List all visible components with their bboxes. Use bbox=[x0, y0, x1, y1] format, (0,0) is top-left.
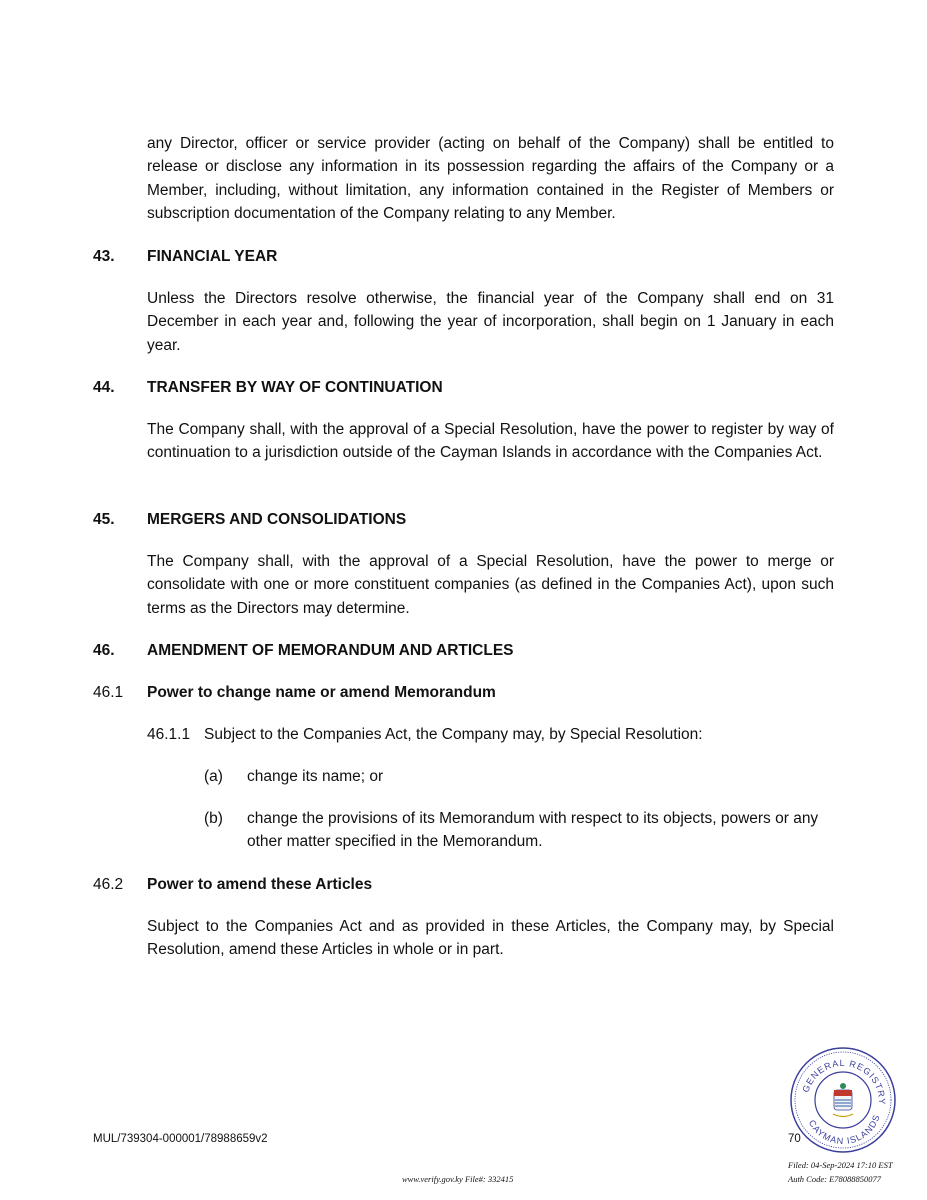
subsection-46-1-title: Power to change name or amend Memorandum bbox=[147, 684, 496, 701]
document-reference: MUL/739304-000001/78988659v2 bbox=[93, 1133, 268, 1145]
item-a-text: change its name; or bbox=[247, 768, 384, 785]
section-44-title: TRANSFER BY WAY OF CONTINUATION bbox=[147, 379, 443, 396]
intro-paragraph: any Director, officer or service provider (acting on behalf of the Company) shall be entitled to release or disclose any information in its possession regarding the affairs of the Company or a Member, including, without limitation, any information contained in the Register of Members or subscription documentation of the Company relating to any Member. bbox=[147, 135, 834, 222]
item-b-text: change the provisions of its Memorandum with respect to its objects, powers or any other matter specified in the Memorandum. bbox=[247, 810, 819, 851]
page-number: 70 bbox=[788, 1133, 801, 1145]
clause-46-1-1-text: Subject to the Companies Act, the Company may, by Special Resolution: bbox=[204, 726, 703, 743]
item-a-label: (a) bbox=[204, 768, 223, 785]
seal-top-text: GENERAL REGISTRY bbox=[800, 1057, 888, 1106]
seal-bottom-text: CAYMAN ISLANDS bbox=[806, 1112, 882, 1147]
section-45-body: The Company shall, with the approval of a Special Resolution, have the power to merge or consolidate with one or more constituent companies (as defined in the Companies Act), upon such terms as the Directors may determine. bbox=[147, 553, 834, 617]
clause-46-1-1-number: 46.1.1 bbox=[147, 726, 191, 743]
filing-info bbox=[788, 1158, 893, 1186]
section-46-number: 46. bbox=[93, 642, 115, 659]
section-43-body: Unless the Directors resolve otherwise, the financial year of the Company shall end on 31 December in each year and, following the year of incorporation, shall begin on 1 January in each year. bbox=[147, 290, 834, 354]
section-43-number: 43. bbox=[93, 248, 115, 265]
item-b-label: (b) bbox=[204, 810, 223, 827]
section-45-number: 45. bbox=[93, 511, 115, 528]
verify-link[interactable]: www.verify.gov.ky File#: 332415 bbox=[402, 1174, 514, 1184]
general-registry-seal bbox=[789, 1046, 897, 1154]
section-46-title: AMENDMENT OF MEMORANDUM AND ARTICLES bbox=[147, 642, 514, 659]
section-45-title: MERGERS AND CONSOLIDATIONS bbox=[147, 511, 407, 528]
filed-date: Filed: 04-Sep-2024 17:10 EST bbox=[788, 1160, 893, 1170]
subsection-46-2-title: Power to amend these Articles bbox=[147, 876, 373, 893]
subsection-46-2-number: 46.2 bbox=[93, 876, 124, 893]
section-44-number: 44. bbox=[93, 379, 115, 396]
section-43-title: FINANCIAL YEAR bbox=[147, 248, 278, 265]
subsection-46-2-body: Subject to the Companies Act and as provided in these Articles, the Company may, by Special Resolution, amend these Articles in whole or in part. bbox=[147, 918, 834, 959]
subsection-46-1-number: 46.1 bbox=[93, 684, 124, 701]
section-44-body: The Company shall, with the approval of a Special Resolution, have the power to register by way of continuation to a jurisdiction outside of the Cayman Islands in accordance with the Companies Act. bbox=[147, 421, 834, 462]
auth-code: Auth Code: E78088850077 bbox=[788, 1174, 882, 1184]
coat-of-arms-icon bbox=[833, 1083, 853, 1117]
